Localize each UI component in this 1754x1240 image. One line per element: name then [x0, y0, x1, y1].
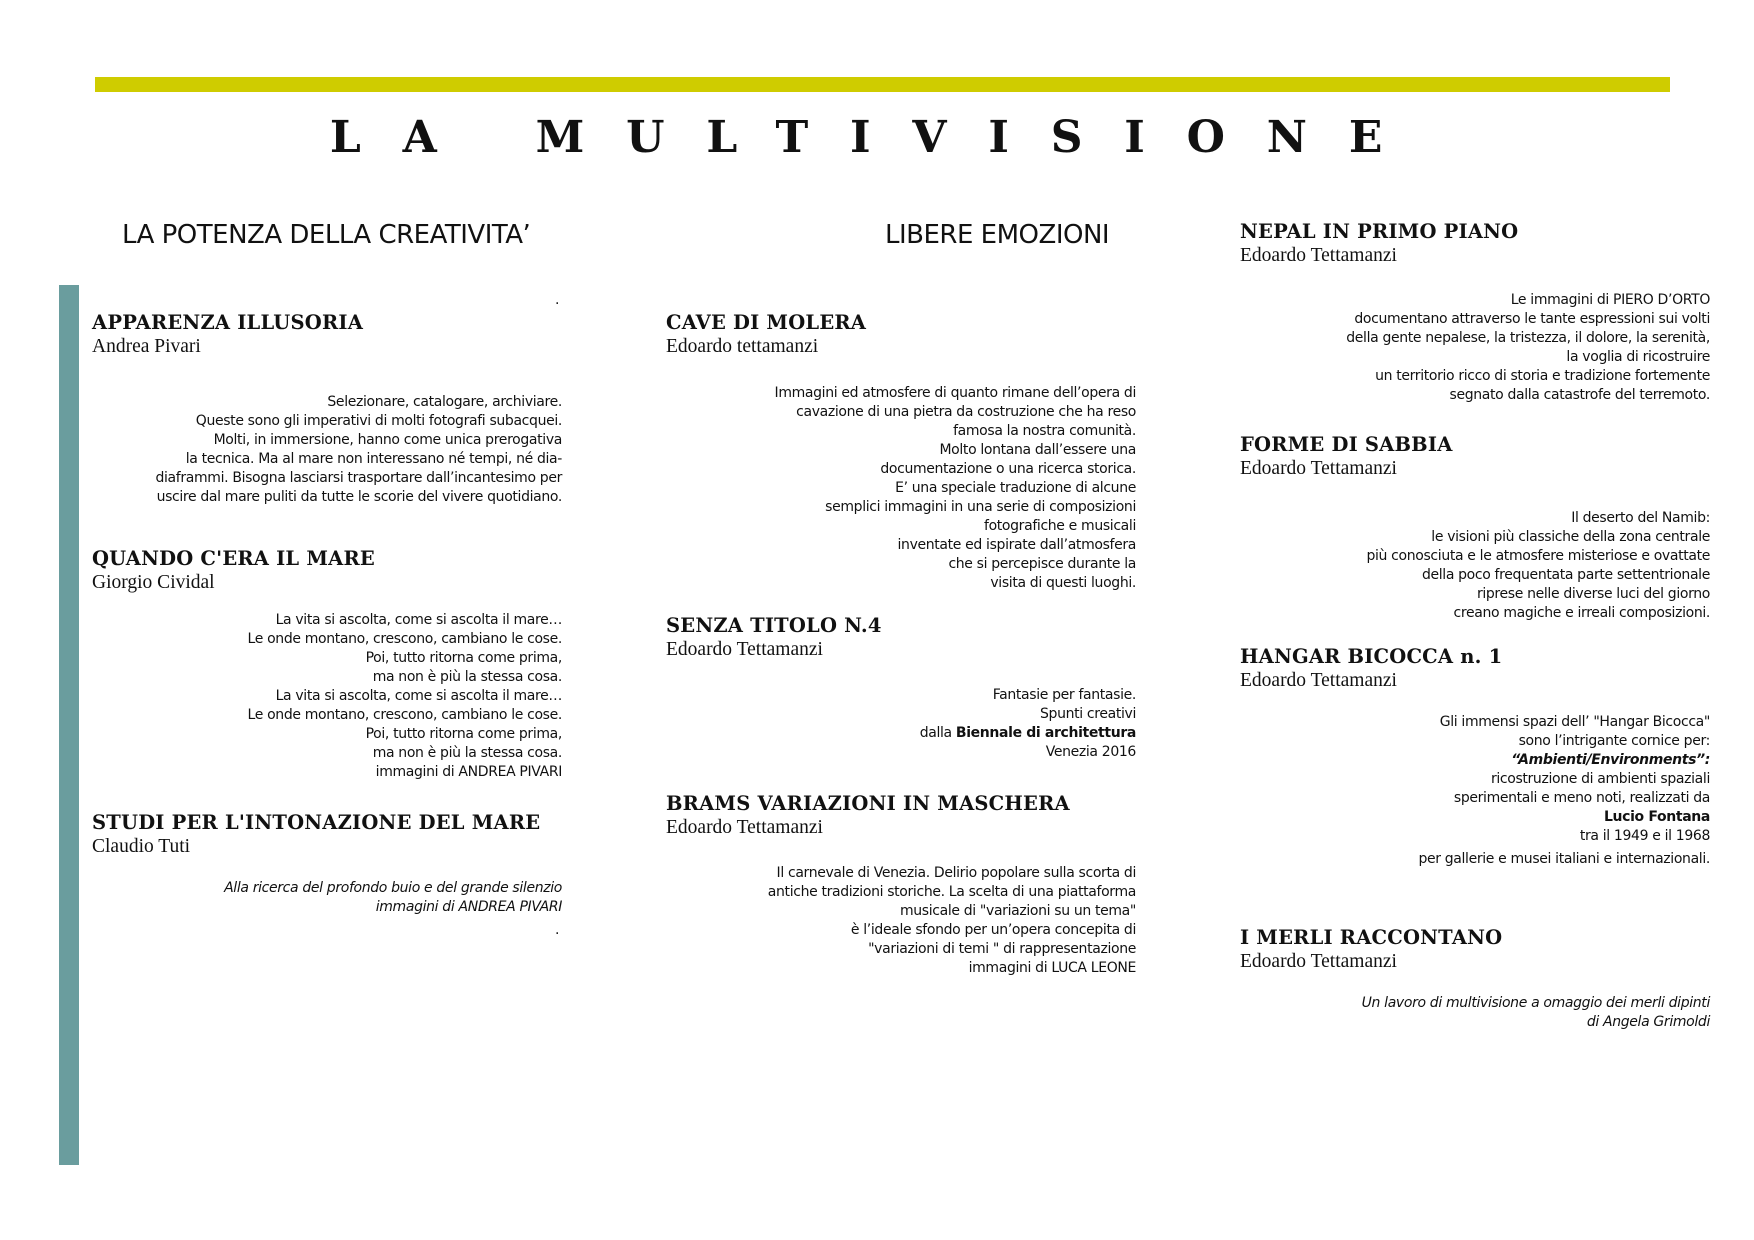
entry-description: Fantasie per fantasie. Spunti creativi dalla Biennale di architettura Venezia 2016 [919, 687, 1136, 760]
entry-author: Edoardo Tettamanzi [1240, 670, 1397, 691]
entry-quando-cera-il-mare [92, 547, 562, 782]
entry-title: STUDI PER L'INTONAZIONE DEL MARE [92, 811, 541, 834]
entry-author: Edoardo Tettamanzi [666, 639, 823, 660]
entry-author: Edoardo Tettamanzi [1240, 458, 1397, 479]
heading-creativity: LA POTENZA DELLA CREATIVITA’ [122, 220, 531, 250]
entry-description: Alla ricerca del profondo buio e del grande silenzio immagini di ANDREA PIVARI [224, 880, 562, 915]
entry-description: Gli immensi spazi dell’ "Hangar Bicocca" sono l’intrigante cornice per: “Ambienti/Environments”: ricostruzione di ambienti spaziali sperimentali e meno noti, realizzati da Lucio Fontana tra il 1949 e il 1968 per gallerie e musei italiani e internazionali. [1418, 714, 1710, 867]
entry-description: Il deserto del Namib: le visioni più classiche della zona centrale più conosciuta e le atmosfere misteriose e ovattate della poco frequentata parte settentrionale riprese nelle diverse luci del giorno creano magiche e irreali composizioni. [1366, 510, 1710, 621]
entry-author: Edoardo Tettamanzi [666, 817, 823, 838]
entry-title: QUANDO C'ERA IL MARE [92, 547, 375, 570]
entry-author: Andrea Pivari [92, 336, 201, 357]
entry-title: NEPAL IN PRIMO PIANO [1240, 220, 1519, 243]
entry-title: BRAMS VARIAZIONI IN MASCHERA [666, 792, 1070, 815]
entry-description: Un lavoro di multivisione a omaggio dei merli dipinti di Angela Grimoldi [1361, 995, 1710, 1030]
entry-title: SENZA TITOLO N.4 [666, 614, 882, 637]
entry-title: FORME DI SABBIA [1240, 433, 1453, 456]
entry-brams-variazioni [666, 792, 1136, 978]
stray-dot: . [555, 922, 560, 938]
page-title: LA MULTIVISIONE [329, 112, 1425, 163]
entry-i-merli [1240, 926, 1710, 1032]
entry-description: La vita si ascolta, come si ascolta il mare… Le onde montano, crescono, cambiano le cose. Poi, tutto ritorna come prima, ma non è più la stessa cosa. La vita si ascolta, come si ascolta il mare… Le onde montano, crescono, cambiano le cose. Poi, tutto ritorna come prima, ma non è più la stessa cosa. immagini di ANDREA PIVARI [247, 612, 562, 780]
entry-senza-titolo [666, 614, 1136, 762]
top-accent-bar [95, 77, 1670, 92]
left-accent-bar [59, 285, 79, 1165]
entry-description: Il carnevale di Venezia. Delirio popolare sulla scorta di antiche tradizioni storiche. La scelta di una piattaforma musicale di "variazioni su un tema" è l’ideale sfondo per un’opera concepita di "variazioni di temi " di rappresentazione immagini di LUCA LEONE [767, 865, 1136, 976]
entry-author: Edoardo Tettamanzi [1240, 951, 1397, 972]
entry-nepal [1240, 220, 1710, 405]
entry-description: Selezionare, catalogare, archiviare. Queste sono gli imperativi di molti fotografi subacquei. Molti, in immersione, hanno come unica prerogativa la tecnica. Ma al mare non interessano né tempi, né dia- diaframmi. Bisogna lasciarsi trasportare dall’incantesimo per uscire dal mare puliti da tutte le scorie del vivere quotidiano. [155, 394, 562, 505]
entry-title: HANGAR BICOCCA n. 1 [1240, 645, 1503, 668]
entry-description: Le immagini di PIERO D’ORTO documentano attraverso le tante espressioni sui volti della gente nepalese, la tristezza, il dolore, la serenità, la voglia di ricostruire un territorio ricco di storia e tradizione fortemente segnato dalla catastrofe del terremoto. [1346, 292, 1710, 403]
entry-author: Edoardo Tettamanzi [1240, 245, 1397, 266]
stray-dot: . [555, 292, 560, 308]
heading-emotions: LIBERE EMOZIONI [885, 220, 1110, 250]
entry-title: APPARENZA ILLUSORIA [92, 311, 364, 334]
entry-forme-di-sabbia [1240, 433, 1710, 623]
entry-studi-intonazione [92, 811, 562, 917]
entry-author: Edoardo tettamanzi [666, 336, 819, 357]
entry-title: I MERLI RACCONTANO [1240, 926, 1503, 949]
entry-description: Immagini ed atmosfere di quanto rimane dell’opera di cavazione di una pietra da costruzione che ha reso famosa la nostra comunità. Molto lontana dall’essere una documentazione o una ricerca storica. E’ una speciale traduzione di alcune semplici immagini in una serie di composizioni fotografiche e musicali inventate ed ispirate dall’atmosfera che si percepisce durante la visita di questi luoghi. [774, 385, 1136, 591]
entry-apparenza-illusoria [92, 311, 562, 507]
entry-author: Claudio Tuti [92, 836, 191, 857]
entry-title: CAVE DI MOLERA [666, 311, 867, 334]
entry-author: Giorgio Cividal [92, 572, 215, 593]
entry-hangar-bicocca [1240, 645, 1710, 869]
entry-cave-di-molera [666, 311, 1136, 593]
